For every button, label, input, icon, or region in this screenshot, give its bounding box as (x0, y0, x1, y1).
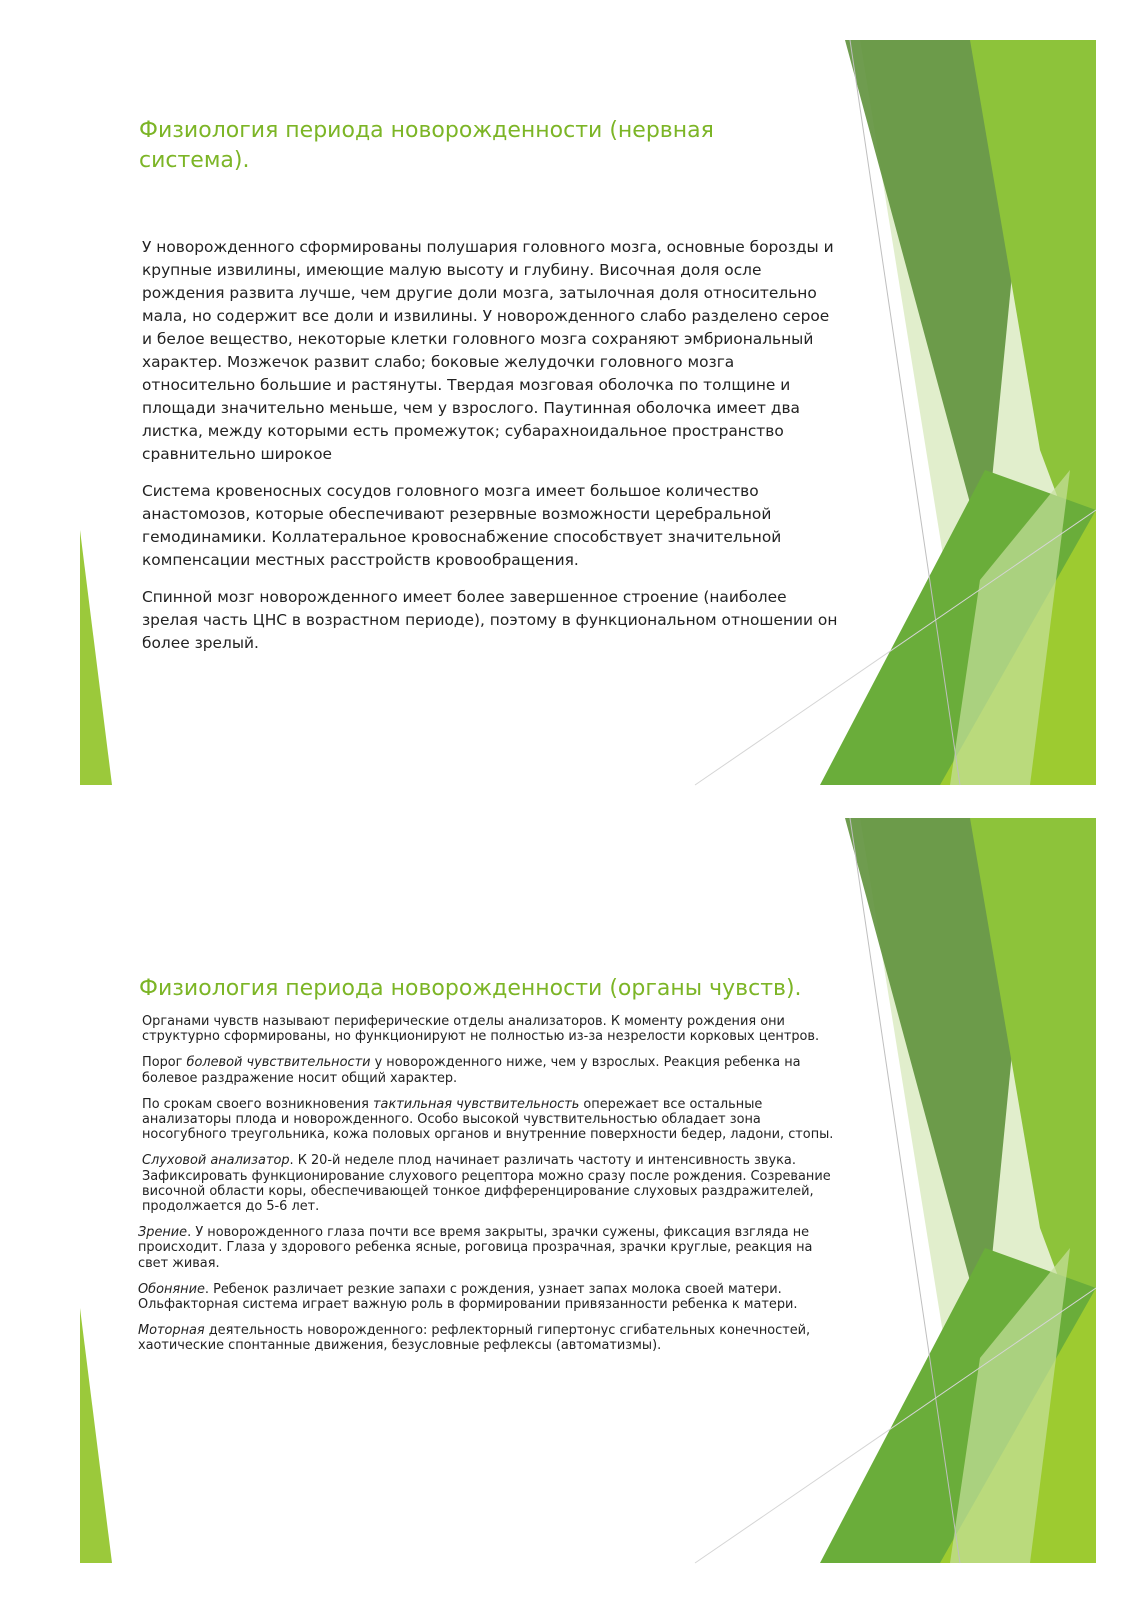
text-span: у новорожденного ниже, чем у взрослых. Реакция ребенка на болевое раздражение носит общий характер. (142, 1055, 801, 1086)
slide-nervous-system (80, 40, 1096, 801)
slide-title: Физиология периода новорожденности (нервная система). (139, 118, 714, 173)
paragraph-blood-vessels: Система кровеносных сосудов головного мозга имеет большое количество анастомозов, которые обеспечивают резервные возможности церебральной гемодинамики. Коллатеральное кровоснабжение способствует значительной компенсации местных расстройств кровообращения. (142, 482, 782, 569)
emphasis-term: Моторная (138, 1323, 205, 1339)
text-span: По срокам своего возникновения (142, 1096, 374, 1112)
text-span: опережает все остальные анализаторы плода и новорожденного. Особо высокой чувствительностью обладает зона носогубного треугольника, кожа половых органов и внутренние поверхности бедер, ладони, стопы. (142, 1096, 834, 1143)
decor-left-sliver (80, 530, 112, 785)
emphasis-term: Зрение (138, 1225, 188, 1241)
paragraph-vision (138, 1225, 838, 1271)
text-span: Порог (142, 1055, 187, 1071)
paragraph-auditory (138, 1153, 838, 1214)
paragraph-smell (138, 1282, 838, 1312)
emphasis-term: тактильная чувствительность (373, 1096, 580, 1112)
paragraph-sense-organs-intro: Органами чувств называют периферические отделы анализаторов. К моменту рождения они структурно сформированы, но функционируют не полностью из-за незрелости корковых центров. (142, 1014, 820, 1045)
emphasis-term: Слуховой анализатор (142, 1153, 290, 1169)
text-span: . Ребенок различает резкие запахи с рождения, узнает запах молока своей матери. Ольфакторная система играет важную роль в формировании привязанности ребенка к матери. (138, 1281, 798, 1313)
paragraph-pain-sensitivity (138, 1055, 838, 1085)
text-span: . К 20-й неделе плод начинает различать частоту и интенсивность звука. Зафиксировать функционирование слухового рецептора можно сразу после рождения. Созревание височной области коры, обеспечивающей тонкое дифференцирование слуховых раздражителей, продолжается до 5-6 лет. (142, 1153, 831, 1215)
slide-sense-organs (80, 818, 1096, 1579)
emphasis-term: Обоняние (138, 1281, 205, 1297)
text-span: деятельность новорожденного: рефлекторный гипертонус сгибательных конечностей, хаотические спонтанные движения, безусловные рефлексы (автоматизмы). (138, 1323, 811, 1354)
paragraph-spinal-cord: Спинной мозг новорожденного имеет более завершенное строение (наиболее зрелая часть ЦНС в возрастном периоде), поэтому в функциональном отношении он более зрелый. (142, 588, 838, 652)
decor-left-sliver (80, 1308, 112, 1563)
emphasis-term: болевой чувствительности (186, 1055, 371, 1071)
text-span: . У новорожденного глаза почти все время закрыты, зрачки сужены, фиксация взгляда не происходит. Глаза у здорового ребенка ясные, роговица прозрачная, зрачки круглые, реакция на свет живая. (138, 1225, 813, 1271)
paragraph-tactile-sensitivity (138, 1097, 838, 1143)
slide-body (138, 1014, 838, 1365)
slide-title: Физиология периода новорожденности (органы чувств). (139, 976, 802, 1001)
slide-body (138, 236, 838, 669)
paragraph-brain-structure: У новорожденного сформированы полушария головного мозга, основные борозды и крупные извилины, имеющие малую высоту и глубину. Височная доля осле рождения развита лучше, чем другие доли мозга, затылочная доля относительно мала, но содержит все доли и извилины. У новорожденного слабо разделено серое и белое вещество, некоторые клетки головного мозга сохраняют эмбриональный характер. Мозжечок развит слабо; боковые желудочки головного мозга относительно большие и растянуты. Твердая мозговая оболочка по толщине и площади значительно меньше, чем у взрослого. Паутинная оболочка имеет два листка, между которыми есть промежуток; субарахноидальное пространство сравнительно широкое (142, 238, 834, 463)
paragraph-motor (138, 1323, 838, 1353)
